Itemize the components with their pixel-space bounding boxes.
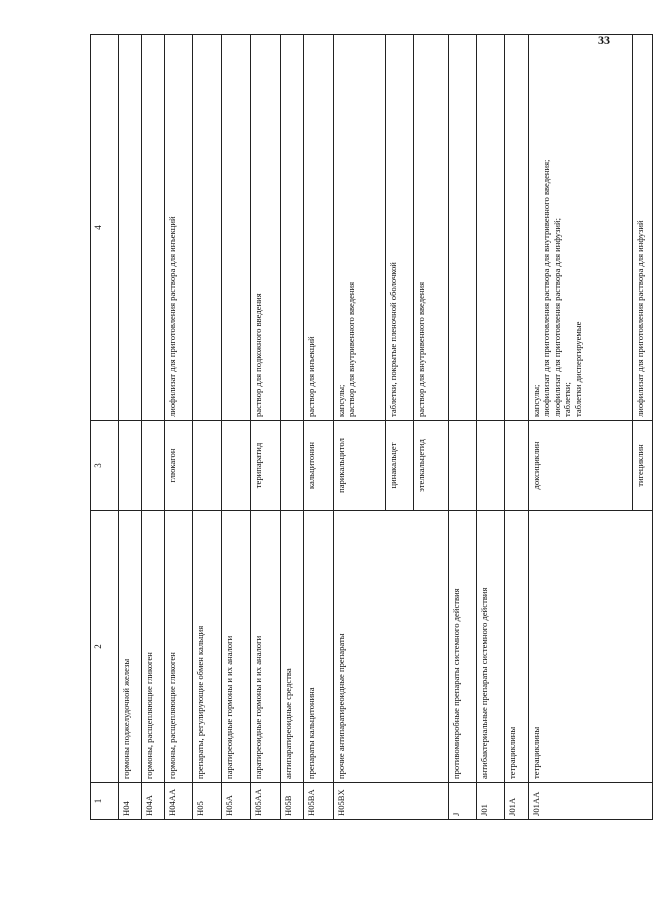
inn-name: глюкагон xyxy=(165,421,193,511)
inn-name xyxy=(119,421,142,511)
table-row xyxy=(165,35,193,820)
group-name: препараты кальцитонина xyxy=(304,511,334,783)
dosage-form: капсулы; лиофилизат для приготовления раствора для внутривенного введения; лиофилизат для приготовления раствора для инфузий; таблетки; таблетки диспергируемые xyxy=(529,35,633,421)
table-row xyxy=(119,35,142,820)
dosage-form xyxy=(281,35,304,421)
table-row xyxy=(633,35,653,820)
dosage-form xyxy=(222,35,251,421)
dosage-form xyxy=(193,35,222,421)
dosage-form: капсулы; раствор для внутривенного введения xyxy=(334,35,386,421)
dosage-form: лиофилизат для приготовления раствора для инъекций xyxy=(165,35,193,421)
atc-code: H04 xyxy=(119,783,142,820)
atc-code: H05AA xyxy=(251,783,281,820)
inn-name xyxy=(142,421,165,511)
atc-code xyxy=(633,783,653,820)
table-row xyxy=(222,35,251,820)
dosage-form: лиофилизат для приготовления раствора для инфузий xyxy=(633,35,653,421)
atc-code: H05BA xyxy=(304,783,334,820)
dosage-form xyxy=(505,35,529,421)
inn-name xyxy=(477,421,505,511)
dosage-form: таблетки, покрытые пленочной оболочкой xyxy=(386,35,414,421)
group-name xyxy=(386,511,414,783)
table-row xyxy=(193,35,222,820)
dosage-form xyxy=(449,35,477,421)
header-col-3: 3 xyxy=(91,421,119,511)
dosage-form xyxy=(119,35,142,421)
atc-code: H04A xyxy=(142,783,165,820)
inn-name xyxy=(449,421,477,511)
atc-code: J01AA xyxy=(529,783,633,820)
inn-name xyxy=(281,421,304,511)
table-row xyxy=(449,35,477,820)
atc-code: H05B xyxy=(281,783,304,820)
group-name: гормоны, расщепляющие гликоген xyxy=(142,511,165,783)
group-name: гормоны поджелудочной железы xyxy=(119,511,142,783)
dosage-form: раствор для внутривенного введения xyxy=(414,35,449,421)
dosage-form xyxy=(477,35,505,421)
table-wrapper xyxy=(90,35,645,820)
inn-name xyxy=(193,421,222,511)
table-row xyxy=(251,35,281,820)
dosage-form: раствор для подкожного введения xyxy=(251,35,281,421)
atc-code: J xyxy=(449,783,477,820)
table-row xyxy=(334,35,386,820)
dosage-form xyxy=(142,35,165,421)
table-row xyxy=(142,35,165,820)
inn-name: парикальцитол xyxy=(334,421,386,511)
atc-code: H05 xyxy=(193,783,222,820)
table-row xyxy=(281,35,304,820)
inn-name: тигециклин xyxy=(633,421,653,511)
group-name: антибактериальные препараты системного действия xyxy=(477,511,505,783)
atc-code: J01A xyxy=(505,783,529,820)
group-name: паратиреоидные гормоны и их аналоги xyxy=(222,511,251,783)
group-name: паратиреоидные гормоны и их аналоги xyxy=(251,511,281,783)
header-col-4: 4 xyxy=(91,35,119,421)
atc-code: H05A xyxy=(222,783,251,820)
group-name: гормоны, расщепляющие гликоген xyxy=(165,511,193,783)
group-name: тетрациклины xyxy=(505,511,529,783)
dosage-form: раствор для инъекций xyxy=(304,35,334,421)
header-row xyxy=(91,35,119,820)
inn-name: доксициклин xyxy=(529,421,633,511)
inn-name: этелкальцетид xyxy=(414,421,449,511)
inn-name: кальцитонин xyxy=(304,421,334,511)
table-row xyxy=(505,35,529,820)
atc-code: J01 xyxy=(477,783,505,820)
group-name xyxy=(633,511,653,783)
header-col-2: 2 xyxy=(91,511,119,783)
header-col-1: 1 xyxy=(91,783,119,820)
group-name: противомикробные препараты системного действия xyxy=(449,511,477,783)
inn-name: цинакальцет xyxy=(386,421,414,511)
table-row xyxy=(386,35,414,820)
atc-code xyxy=(414,783,449,820)
table-row xyxy=(477,35,505,820)
group-name: прочие антипаратиреоидные препараты xyxy=(334,511,386,783)
group-name xyxy=(414,511,449,783)
page-number: 33 xyxy=(598,33,610,47)
atc-code: H04AA xyxy=(165,783,193,820)
table-row xyxy=(529,35,633,820)
inn-name xyxy=(222,421,251,511)
table-row xyxy=(414,35,449,820)
inn-name xyxy=(505,421,529,511)
group-name: антипаратиреоидные средства xyxy=(281,511,304,783)
inn-name: терипаратид xyxy=(251,421,281,511)
atc-code xyxy=(386,783,414,820)
drug-classification-table xyxy=(90,34,653,820)
rotated-table-area xyxy=(90,35,645,820)
table-row xyxy=(304,35,334,820)
group-name: препараты, регулирующие обмен кальция xyxy=(193,511,222,783)
atc-code: H05BX xyxy=(334,783,386,820)
group-name: тетрациклины xyxy=(529,511,633,783)
